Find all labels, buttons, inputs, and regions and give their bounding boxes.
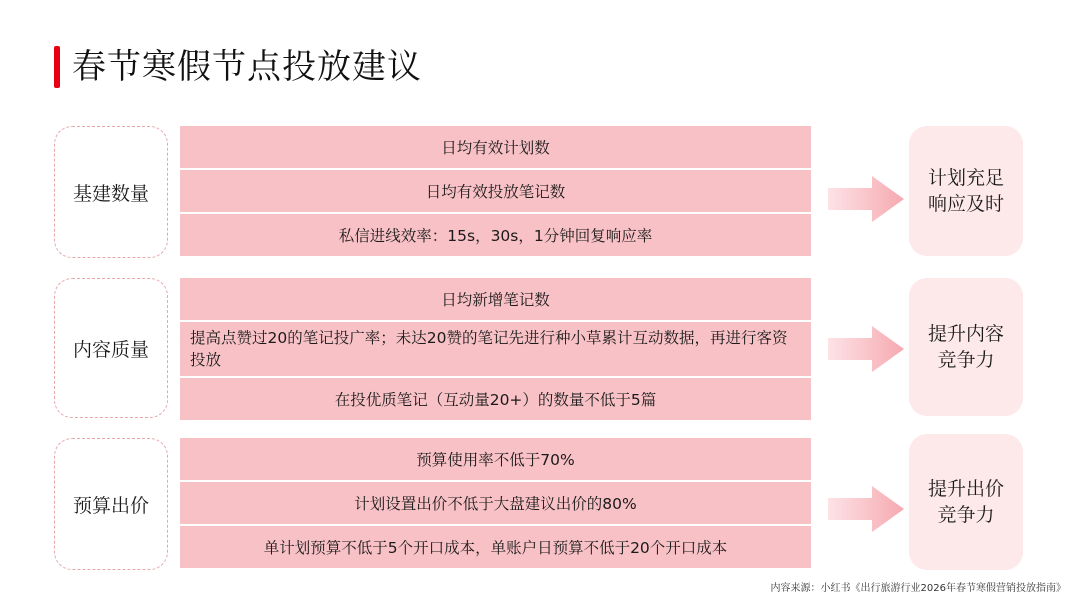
metric-row: 预算使用率不低于70% bbox=[180, 438, 811, 480]
section-content-quality bbox=[0, 278, 1080, 410]
metric-row: 提高点赞过20的笔记投广率；未达20赞的笔记先进行种小草累计互动数据，再进行客资投放 bbox=[180, 322, 811, 376]
section-infrastructure bbox=[0, 126, 1080, 258]
page-title: 春节寒假节点投放建议 bbox=[72, 47, 422, 87]
metric-row: 日均有效投放笔记数 bbox=[180, 170, 811, 212]
metric-row: 日均新增笔记数 bbox=[180, 278, 811, 320]
metric-row: 单计划预算不低于5个开口成本，单账户日预算不低于20个开口成本 bbox=[180, 526, 811, 568]
category-label: 基建数量 bbox=[54, 126, 168, 258]
result-line: 竞争力 bbox=[937, 504, 995, 526]
arrow-right-icon bbox=[828, 484, 906, 534]
arrow-right-icon bbox=[828, 324, 906, 374]
metric-list bbox=[180, 278, 811, 422]
result-line: 计划充足 bbox=[927, 167, 1004, 189]
result-line: 提升出价 bbox=[927, 478, 1004, 500]
category-label: 内容质量 bbox=[54, 278, 168, 418]
category-label: 预算出价 bbox=[54, 438, 168, 570]
metric-row: 计划设置出价不低于大盘建议出价的80% bbox=[180, 482, 811, 524]
metric-row: 在投优质笔记（互动量20+）的数量不低于5篇 bbox=[180, 378, 811, 420]
metric-row: 私信进线效率：15s，30s，1分钟回复响应率 bbox=[180, 214, 811, 256]
result-box bbox=[909, 434, 1023, 570]
metric-list bbox=[180, 438, 811, 570]
metric-row: 日均有效计划数 bbox=[180, 126, 811, 168]
result-box bbox=[909, 278, 1023, 416]
result-box bbox=[909, 126, 1023, 256]
arrow-right-icon bbox=[828, 174, 906, 224]
title-accent-bar bbox=[54, 46, 60, 88]
result-line: 提升内容 bbox=[927, 323, 1004, 345]
metric-list bbox=[180, 126, 811, 258]
result-line: 响应及时 bbox=[927, 193, 1004, 215]
section-budget-bid bbox=[0, 438, 1080, 570]
source-note: 内容来源：小红书《出行旅游行业2026年春节寒假营销投放指南》 bbox=[770, 583, 1066, 594]
result-line: 竞争力 bbox=[937, 349, 995, 371]
